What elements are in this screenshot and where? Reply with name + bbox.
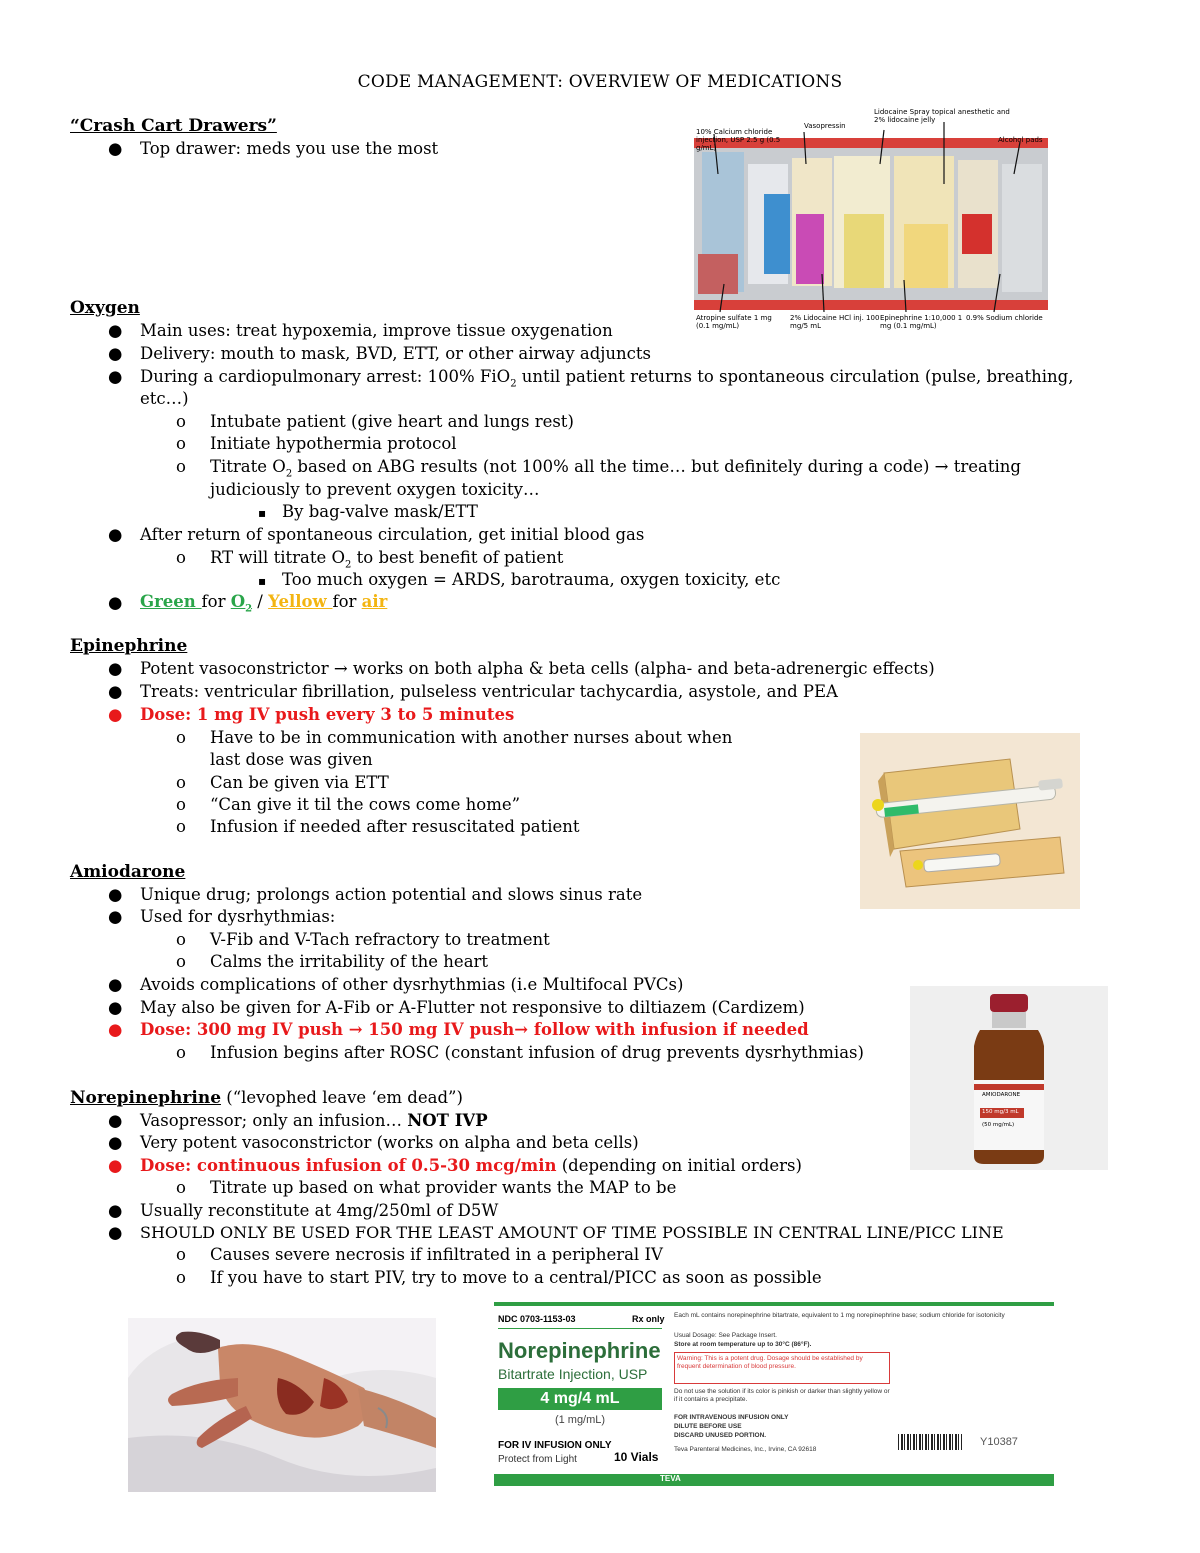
hand-necrosis-photo [128, 1318, 436, 1492]
photo-label: Vasopressin [804, 122, 846, 130]
photo-label: 10% Calcium chloride injection, USP 2.5 g (0.5 g/mL) [696, 128, 781, 152]
barcode [898, 1434, 962, 1450]
list-item: Very potent vasoconstrictor (works on alpha and beta cells) [140, 1133, 639, 1152]
bullet-icon: ● [108, 344, 123, 363]
photo-label: 2% Lidocaine HCl inj. 100 mg/5 mL [790, 314, 880, 330]
sub-bullet-icon: o [176, 773, 186, 792]
sub-bullet-icon: o [176, 795, 186, 814]
bullet-icon: ● [108, 1201, 123, 1220]
sub-list-item: Titrate up based on what provider wants the MAP to be [210, 1178, 677, 1197]
bullet-icon: ● [108, 321, 123, 340]
sub-list-item: Intubate patient (give heart and lungs rest) [210, 412, 574, 431]
bullet-icon: ● [108, 907, 123, 926]
label-storage: Store at room temperature up to 30°C (86°F). [674, 1341, 812, 1348]
bullet-icon: ● [108, 975, 123, 994]
epinephrine-heading: Epinephrine [70, 636, 188, 656]
sub-bullet-icon: o [176, 1043, 186, 1062]
bullet-icon: ● [108, 1020, 123, 1039]
list-item-gas-colors: Green for $O_2$ / Yellow for air [140, 592, 388, 615]
list-item: May also be given for A-Fib or A-Flutter not responsive to diltiazem (Cardizem) [140, 998, 805, 1017]
photo-label: Epinephrine 1:10,000 1 mg (0.1 mg/mL) [880, 314, 963, 330]
teva-logo: TEVA [660, 1474, 681, 1483]
sub-sub-list-item: Too much oxygen = ARDS, barotrauma, oxygen toxicity, etc [282, 570, 781, 589]
drug-subname: Bitartrate Injection, USP [498, 1366, 648, 1382]
sub-bullet-icon: o [176, 434, 186, 453]
drug-concentration: (1 mg/mL) [554, 1414, 606, 1426]
sub-bullet-icon: o [176, 728, 186, 747]
norepinephrine-nickname: (“levophed leave ‘em dead”) [221, 1088, 463, 1107]
dose-text: Dose: continuous infusion of 0.5-30 mcg/min (depending on initial orders) [140, 1156, 802, 1175]
list-item: Potent vasoconstrictor → works on both alpha & beta cells (alpha- and beta-adrenergic effects) [140, 659, 935, 678]
label-dosage: Usual Dosage: See Package Insert. [674, 1332, 777, 1339]
sub-list-item: V-Fib and V-Tach refractory to treatment [210, 930, 550, 949]
bullet-icon: ● [108, 1133, 123, 1152]
bullet-icon: ● [108, 367, 123, 386]
crash-cart-heading: “Crash Cart Drawers” [70, 116, 277, 136]
sub-list-item: Can be given via ETT [210, 773, 389, 792]
bullet-icon: ● [108, 525, 123, 544]
bullet-icon: ● [108, 682, 123, 701]
norepinephrine-heading: Norepinephrine [70, 1088, 222, 1108]
sub-list-item: Infusion begins after ROSC (constant infusion of drug prevents dysrhythmias) [210, 1043, 864, 1062]
sub-bullet-icon: o [176, 1245, 186, 1264]
bullet-icon: ● [108, 1111, 123, 1130]
sub-bullet-icon: o [176, 952, 186, 971]
square-bullet-icon: ▪ [258, 506, 267, 520]
list-item: Used for dysrhythmias: [140, 907, 336, 926]
vial-label-name: AMIODARONE [982, 1092, 1021, 1098]
label-manufacturer: Teva Parenteral Medicines, Inc., Irvine, CA 92618 [674, 1446, 817, 1453]
sub-sub-list-item: By bag-valve mask/ETT [282, 502, 478, 521]
bullet-icon: ● [108, 1156, 123, 1175]
sub-bullet-icon: o [176, 548, 186, 567]
bullet-icon: ● [108, 593, 123, 612]
sub-bullet-icon: o [176, 1268, 186, 1287]
amiodarone-vial-photo [910, 986, 1108, 1170]
ndc-number: NDC 0703-1153-03 [498, 1314, 576, 1324]
dose-text: Dose: 1 mg IV push every 3 to 5 minutes [140, 705, 515, 724]
vial-label-strength: 150 mg/3 mL [982, 1109, 1019, 1115]
list-item: Main uses: treat hypoxemia, improve tissue oxygenation [140, 321, 613, 340]
list-item: Avoids complications of other dysrhythmias (i.e Multifocal PVCs) [140, 975, 684, 994]
list-item: Vasopressor; only an infusion… NOT IVP [140, 1111, 488, 1130]
sub-list-item: RT will titrate $O_2$ to best benefit of patient [210, 548, 564, 571]
label-bottom-stripe [494, 1474, 1054, 1486]
sub-list-item: Causes severe necrosis if infiltrated in a peripheral IV [210, 1245, 663, 1264]
label-code: Y10387 [980, 1436, 1018, 1448]
route-text: FOR IV INFUSION ONLY [498, 1440, 612, 1451]
list-item: Delivery: mouth to mask, BVD, ETT, or other airway adjuncts [140, 344, 651, 363]
sub-list-item: Titrate $O_2$ based on ABG results (not 100% all the time… but definitely during a code) → treating [210, 457, 1021, 480]
sub-list-item: “Can give it til the cows come home” [210, 795, 521, 814]
crash-cart-drawer-photo [694, 104, 1048, 356]
bullet-icon: ● [108, 885, 123, 904]
bullet-icon: ● [108, 998, 123, 1017]
drug-name: Norepinephrine [498, 1338, 661, 1363]
norepinephrine-vial-label [494, 1302, 1054, 1486]
label-infusion-note: FOR INTRAVENOUS INFUSION ONLY [674, 1414, 789, 1421]
sub-list-item-continuation: judiciously to prevent oxygen toxicity… [210, 480, 540, 499]
bullet-icon: ● [108, 139, 123, 158]
list-item: SHOULD ONLY BE USED FOR THE LEAST AMOUNT OF TIME POSSIBLE IN CENTRAL LINE/PICC LINE [140, 1223, 1004, 1242]
sub-bullet-icon: o [176, 412, 186, 431]
epinephrine-syringe-photo [860, 733, 1080, 909]
label-body-text: Each mL contains norepinephrine bitartrate, equivalent to 1 mg norepinephrine base; sodium chloride for isotonicity [674, 1312, 1005, 1319]
label-discard-note: DISCARD UNUSED PORTION. [674, 1432, 767, 1439]
sub-list-item: Initiate hypothermia protocol [210, 434, 457, 453]
sub-list-item-continuation: last dose was given [210, 750, 373, 769]
list-item: During a cardiopulmonary arrest: 100% FiO$_2$ until patient returns to spontaneous circulation (pulse, breathing, [140, 367, 1074, 390]
photo-label: Lidocaine Spray topical anesthetic and 2% lidocaine jelly [874, 108, 1010, 124]
label-dilute-note: DILUTE BEFORE USE [674, 1423, 742, 1430]
label-top-stripe [494, 1302, 1054, 1306]
page-title: CODE MANAGEMENT: OVERVIEW OF MEDICATIONS [357, 72, 843, 92]
label-warning-box: Warning: This is a potent drug. Dosage should be established by frequent determination of blood pressure. [674, 1352, 890, 1384]
square-bullet-icon: ▪ [258, 574, 267, 588]
photo-label: 0.9% Sodium chloride [966, 314, 1043, 322]
label-color-note: Do not use the solution if its color is pinkish or darker than slightly yellow or if it contains a precipitate. [674, 1388, 890, 1403]
sub-list-item: If you have to start PIV, try to move to a central/PICC as soon as possible [210, 1268, 822, 1287]
list-item-continuation: etc…) [140, 389, 189, 408]
bullet-icon: ● [108, 1223, 123, 1242]
sub-list-item: Have to be in communication with another nurses about when [210, 728, 733, 747]
sub-bullet-icon: o [176, 930, 186, 949]
drug-strength: 4 mg/4 mL [498, 1388, 662, 1410]
sub-bullet-icon: o [176, 817, 186, 836]
sub-list-item: Infusion if needed after resuscitated patient [210, 817, 580, 836]
divider [498, 1328, 662, 1329]
crash-cart-item: Top drawer: meds you use the most [140, 139, 439, 158]
bullet-icon: ● [108, 705, 123, 724]
dose-text: Dose: 300 mg IV push → 150 mg IV push→ follow with infusion if needed [140, 1020, 809, 1039]
list-item: Unique drug; prolongs action potential and slows sinus rate [140, 885, 643, 904]
sub-list-item: Calms the irritability of the heart [210, 952, 489, 971]
photo-label: Atropine sulfate 1 mg (0.1 mg/mL) [696, 314, 772, 330]
list-item: Treats: ventricular fibrillation, pulseless ventricular tachycardia, asystole, and PEA [140, 682, 838, 701]
vial-label-concentration: (50 mg/mL) [982, 1122, 1015, 1128]
vial-count: 10 Vials [614, 1450, 659, 1464]
bullet-icon: ● [108, 659, 123, 678]
amiodarone-heading: Amiodarone [70, 862, 186, 882]
oxygen-heading: Oxygen [70, 298, 140, 318]
rx-only: Rx only [632, 1314, 665, 1324]
sub-bullet-icon: o [176, 1178, 186, 1197]
protect-text: Protect from Light [498, 1454, 577, 1465]
list-item: Usually reconstitute at 4mg/250ml of D5W [140, 1201, 499, 1220]
list-item: After return of spontaneous circulation, get initial blood gas [140, 525, 645, 544]
norepinephrine-heading-line [70, 1087, 463, 1109]
photo-label: Alcohol pads [998, 136, 1043, 144]
sub-bullet-icon: o [176, 457, 186, 476]
